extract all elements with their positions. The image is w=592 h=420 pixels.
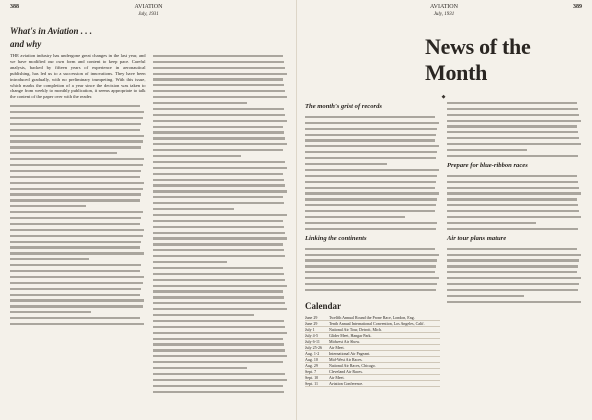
text-line — [305, 226, 440, 232]
text-column-2 — [153, 53, 289, 395]
calendar-event: International Air Pageant. — [329, 350, 371, 356]
calendar-event: Aviation Conference. — [329, 380, 364, 386]
calendar-date: July 25-26 — [305, 344, 322, 350]
calendar-date: June 29 — [305, 320, 318, 326]
subhead-linking: Linking the continents — [305, 234, 367, 242]
right-page — [296, 0, 592, 420]
text-line — [447, 299, 582, 305]
calendar-date: Sept. 10 — [305, 374, 319, 380]
calendar-event: National Air Races, Chicago. — [329, 362, 376, 368]
running-head — [430, 4, 458, 18]
text-column-1 — [10, 53, 146, 395]
calendar-date: July 4-5 — [305, 332, 318, 338]
running-title: AVIATION — [430, 4, 458, 10]
calendar-event: Midwest Air Show. — [329, 338, 360, 344]
text-columns — [305, 100, 582, 387]
running-title: AVIATION — [134, 4, 163, 10]
text-columns — [10, 53, 288, 395]
text-line — [447, 153, 582, 159]
calendar-date: Sept. 11 — [305, 380, 318, 386]
subhead-grist: The month's grist of records — [305, 103, 382, 110]
body-text-lines — [447, 246, 582, 305]
calendar-date: Sept. 7 — [305, 368, 317, 374]
calendar-event: National Air Tour, Detroit, Mich. — [329, 326, 382, 332]
running-head — [135, 4, 163, 18]
right-header — [305, 4, 582, 30]
body-text-lines — [153, 53, 289, 395]
calendar-event: Glider Meet, Hangar Park. — [329, 332, 372, 338]
text-line — [447, 226, 582, 232]
calendar-event: Mid-West Air Races. — [329, 356, 363, 362]
calendar-date: Aug. 10 — [305, 356, 318, 362]
running-date: July, 1931 — [433, 12, 455, 17]
calendar-date: July 1 — [305, 326, 315, 332]
page-title: News of the Month — [425, 34, 531, 85]
body-text-lines — [447, 100, 582, 159]
calendar-event: Air Meet. — [329, 344, 345, 350]
calendar-event: Air Meet. — [329, 374, 345, 380]
body-text-lines — [10, 103, 146, 327]
text-line — [10, 321, 146, 327]
calendar-date: Aug. 29 — [305, 362, 318, 368]
subhead-air-tour: Air tour plans mature — [447, 234, 507, 242]
page-number: 389 — [572, 4, 582, 10]
calendar-date: Aug. 1-2 — [305, 350, 320, 356]
page-number: 388 — [10, 4, 19, 10]
lead-paragraph: THE aviation industry has undergone great changes in the last year, and we have modified our own form and content to keep pace. Careful analysis, backed by fifteen years of experience in aeronautical publishing, has led us to a succession of innovations. They have been introduced gradually, with no preliminary trumpeting. With this issue, which marks the completion of a year since the decision was taken to change from weekly to monthly publication, it seems appropriate to talk the content of the paper over with the reader. — [10, 53, 146, 100]
subhead-prepare: Prepare for blue-ribbon races — [447, 161, 528, 169]
section-title: What's in Aviation . . . — [10, 26, 93, 36]
ornament-icon: ◆ — [441, 95, 446, 100]
calendar-event: Tenth Annual International Convention, Los Angeles, Calif. — [329, 320, 425, 326]
calendar-title: Calendar — [305, 300, 341, 311]
calendar-event: Twelfth Annual Round the Prone Race, London, Eng. — [329, 314, 415, 320]
calendar-row — [305, 381, 440, 387]
body-text-lines — [305, 114, 440, 232]
text-column-1 — [305, 100, 440, 387]
running-date: July, 1931 — [138, 12, 159, 17]
text-line — [153, 389, 289, 395]
calendar-date: July 6-11 — [305, 338, 320, 344]
calendar-date: June 29 — [305, 314, 318, 320]
calendar-event: Cleveland Air Races. — [329, 368, 363, 374]
text-line — [305, 287, 440, 293]
body-text-lines — [305, 246, 440, 387]
text-column-2 — [447, 100, 582, 387]
body-text-lines — [447, 173, 582, 232]
section-subtitle: and why — [10, 39, 42, 49]
